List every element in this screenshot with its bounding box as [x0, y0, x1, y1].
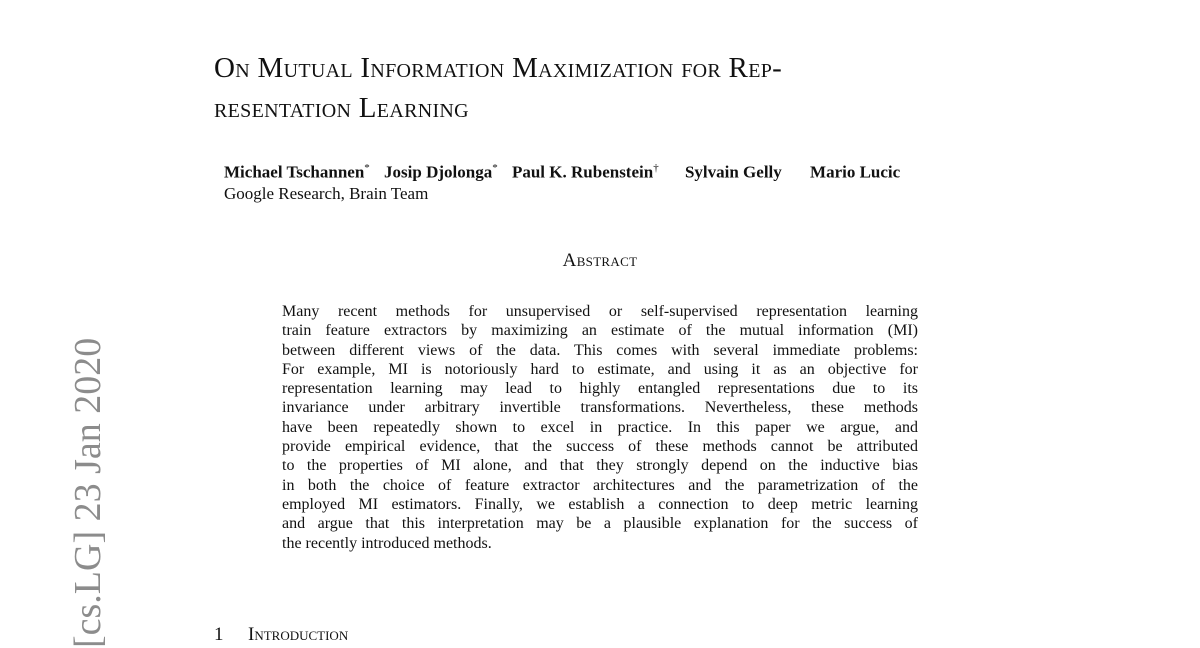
- abstract-line: provide empirical evidence, that the success of these methods cannot be attributed: [282, 438, 918, 456]
- abstract-line: representation learning may lead to highly entangled representations due to its: [282, 380, 918, 398]
- author-name: Josip Djolonga: [384, 162, 493, 182]
- author-footnote-mark: †: [653, 162, 659, 174]
- author-list: [224, 162, 1024, 183]
- abstract-line: train feature extractors by maximizing an estimate of the mutual information (MI): [282, 322, 918, 340]
- author-footnote-mark: *: [364, 162, 370, 174]
- author-footnote-mark: *: [492, 162, 498, 174]
- abstract-body: [282, 302, 918, 553]
- arxiv-sidebar-stamp: [30, 318, 109, 648]
- author: [224, 162, 370, 183]
- section-number: 1: [214, 624, 224, 645]
- abstract-heading: Abstract: [562, 250, 638, 271]
- affiliation: Google Research, Brain Team: [224, 184, 429, 203]
- abstract-line: have been repeatedly shown to excel in practice. In this paper we argue, and: [282, 418, 918, 436]
- abstract-line: the recently introduced methods.: [282, 534, 492, 552]
- author: [512, 162, 659, 183]
- abstract-line: Many recent methods for unsupervised or self-supervised representation learning: [282, 303, 918, 320]
- author: [810, 162, 900, 183]
- paper-title: [214, 48, 1014, 128]
- author-name: Mario Lucic: [810, 162, 901, 182]
- title-line: resentation Learning: [214, 92, 469, 124]
- arxiv-identifier-text: [cs.LG] 23 Jan 2020: [67, 337, 109, 648]
- abstract-line: invariance under arbitrary invertible transformations. Nevertheless, these methods: [282, 399, 918, 417]
- author-name: Sylvain Gelly: [684, 162, 782, 182]
- abstract-line: employed MI estimators. Finally, we establish a connection to deep metric learning: [282, 495, 918, 513]
- abstract-line: between different views of the data. This comes with several immediate problems:: [282, 341, 918, 359]
- author-name: Michael Tschannen: [224, 162, 365, 182]
- abstract-line: For example, MI is notoriously hard to estimate, and using it as an objective for: [282, 360, 918, 378]
- abstract-line: to the properties of MI alone, and that they strongly depend on the inductive bias: [282, 457, 918, 475]
- author: [685, 162, 782, 183]
- title-line: On Mutual Information Maximization for Rep-: [214, 52, 783, 84]
- section-heading: [214, 624, 348, 646]
- abstract-line: in both the choice of feature extractor architectures and the parametrization of the: [282, 476, 918, 494]
- author: [384, 162, 498, 183]
- abstract-line: and argue that this interpretation may be a plausible explanation for the success of: [282, 515, 918, 533]
- author-name: Paul K. Rubenstein: [511, 162, 654, 182]
- section-title: Introduction: [248, 624, 349, 645]
